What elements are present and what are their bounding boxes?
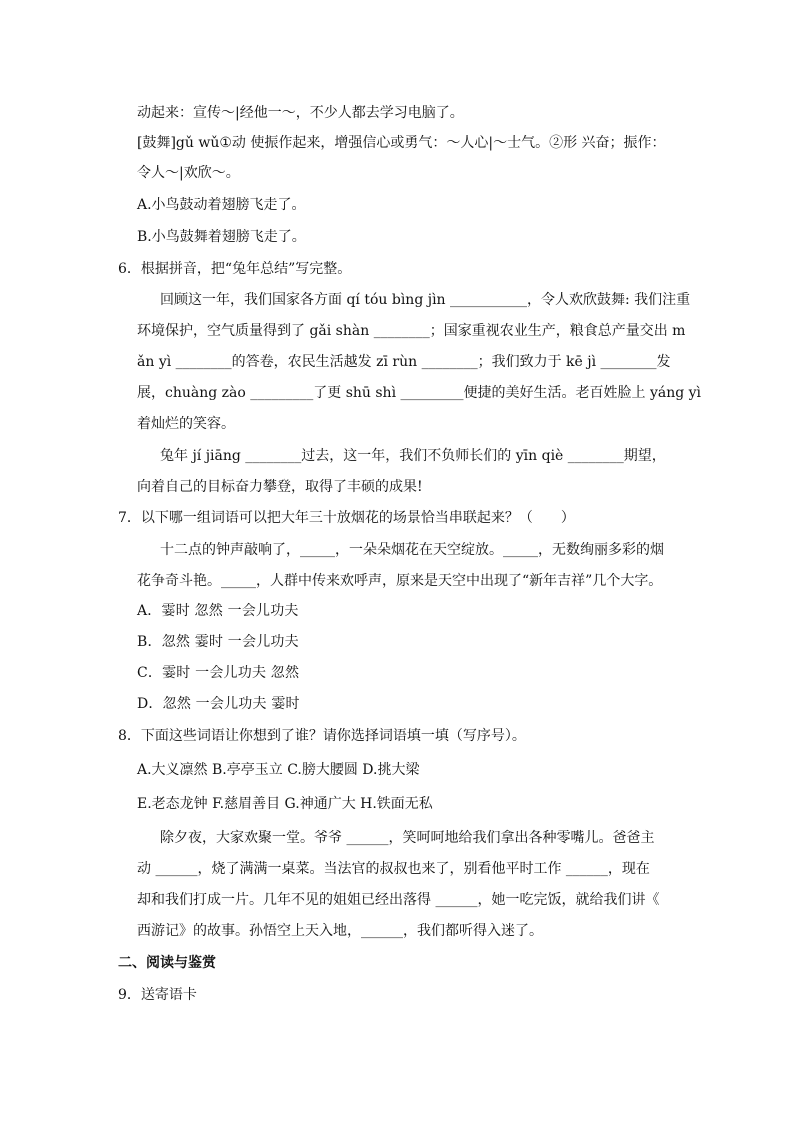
question-6: 6．根据拼音，把“兔年总结”写完整。 [118,261,352,277]
text-line: 回顾这一年，我们国家各方面 qí tóu bìng jìn ___________，令人欢欣鼓舞: 我们注重 [160,292,691,308]
option-b: B．忽然 霎时 一会儿功夫 [137,634,299,650]
text-line: [鼓舞]gǔ wǔ①动 使振作起来，增强信心或勇气：～人心|～士气。②形 兴奋；振作： [137,135,666,151]
word-options-row: A.大义凛然 B.亭亭玉立 C.膀大腰圆 D.挑大梁 [137,762,420,778]
option-a: A．霎时 忽然 一会儿功夫 [137,603,299,619]
text-line: 展，chuàng zào _________了更 shū shì _________便捷的美好生活。老百姓脸上 yáng yì [137,385,702,401]
text-line: 着灿烂的笑容。 [137,416,235,432]
text-line: 兔年 jí jiāng ________过去，这一年，我们不负师长们的 yīn qiè ________期望， [160,448,666,464]
text-line: ǎn yì ________的答卷，农民生活越发 zī rùn ________；我们致力于 kē jì ________发 [137,354,671,370]
question-8: 8．下面这些词语让你想到了谁？请你选择词语填一填（写序号）。 [118,728,526,744]
text-line: 西游记》的故事。孙悟空上天入地，______，我们都听得入迷了。 [137,923,543,939]
option-c: C．霎时 一会儿功夫 忽然 [137,665,300,681]
text-line: 动起来：宣传～|经他一～，不少人都去学习电脑了。 [137,105,464,121]
text-line: 向着自己的目标奋力攀登，取得了丰硕的成果! [137,479,423,495]
text-line: 动 ______，烧了满满一桌菜。当法官的叔叔也来了，别看他平时工作 ______，现在 [137,861,650,877]
word-options-row: E.老态龙钟 F.慈眉善目 G.神通广大 H.铁面无私 [137,796,433,812]
text-line: 花争奇斗艳。_____，人群中传来欢呼声，原来是天空中出现了“新年吉祥”几个大字。 [137,573,663,589]
text-line: 十二点的钟声敲响了，_____，一朵朵烟花在天空绽放。_____，无数绚丽多彩的烟 [160,542,664,558]
question-7: 7．以下哪一组词语可以把大年三十放烟花的场景恰当串联起来？（ ） [118,510,575,526]
text-line: 令人～|欢欣～。 [137,165,240,181]
text-line: 除夕夜，大家欢聚一堂。爷爷 ______，笑呵呵地给我们拿出各种零嘴儿。爸爸主 [160,830,655,846]
text-line: 环境保护，空气质量得到了 gǎi shàn ________；国家重视农业生产，粮食总产量交出 m [137,323,686,339]
option-b: B.小鸟鼓舞着翅膀飞走了。 [137,229,306,245]
option-a: A.小鸟鼓动着翅膀飞走了。 [137,197,306,213]
text-line: 却和我们打成一片。几年不见的姐姐已经出落得 ______，她一吃完饭，就给我们讲《 [137,892,660,908]
section-heading: 二、阅读与鉴赏 [118,955,216,971]
option-d: D．忽然 一会儿功夫 霎时 [137,696,300,712]
question-9: 9．送寄语卡 [118,987,197,1003]
